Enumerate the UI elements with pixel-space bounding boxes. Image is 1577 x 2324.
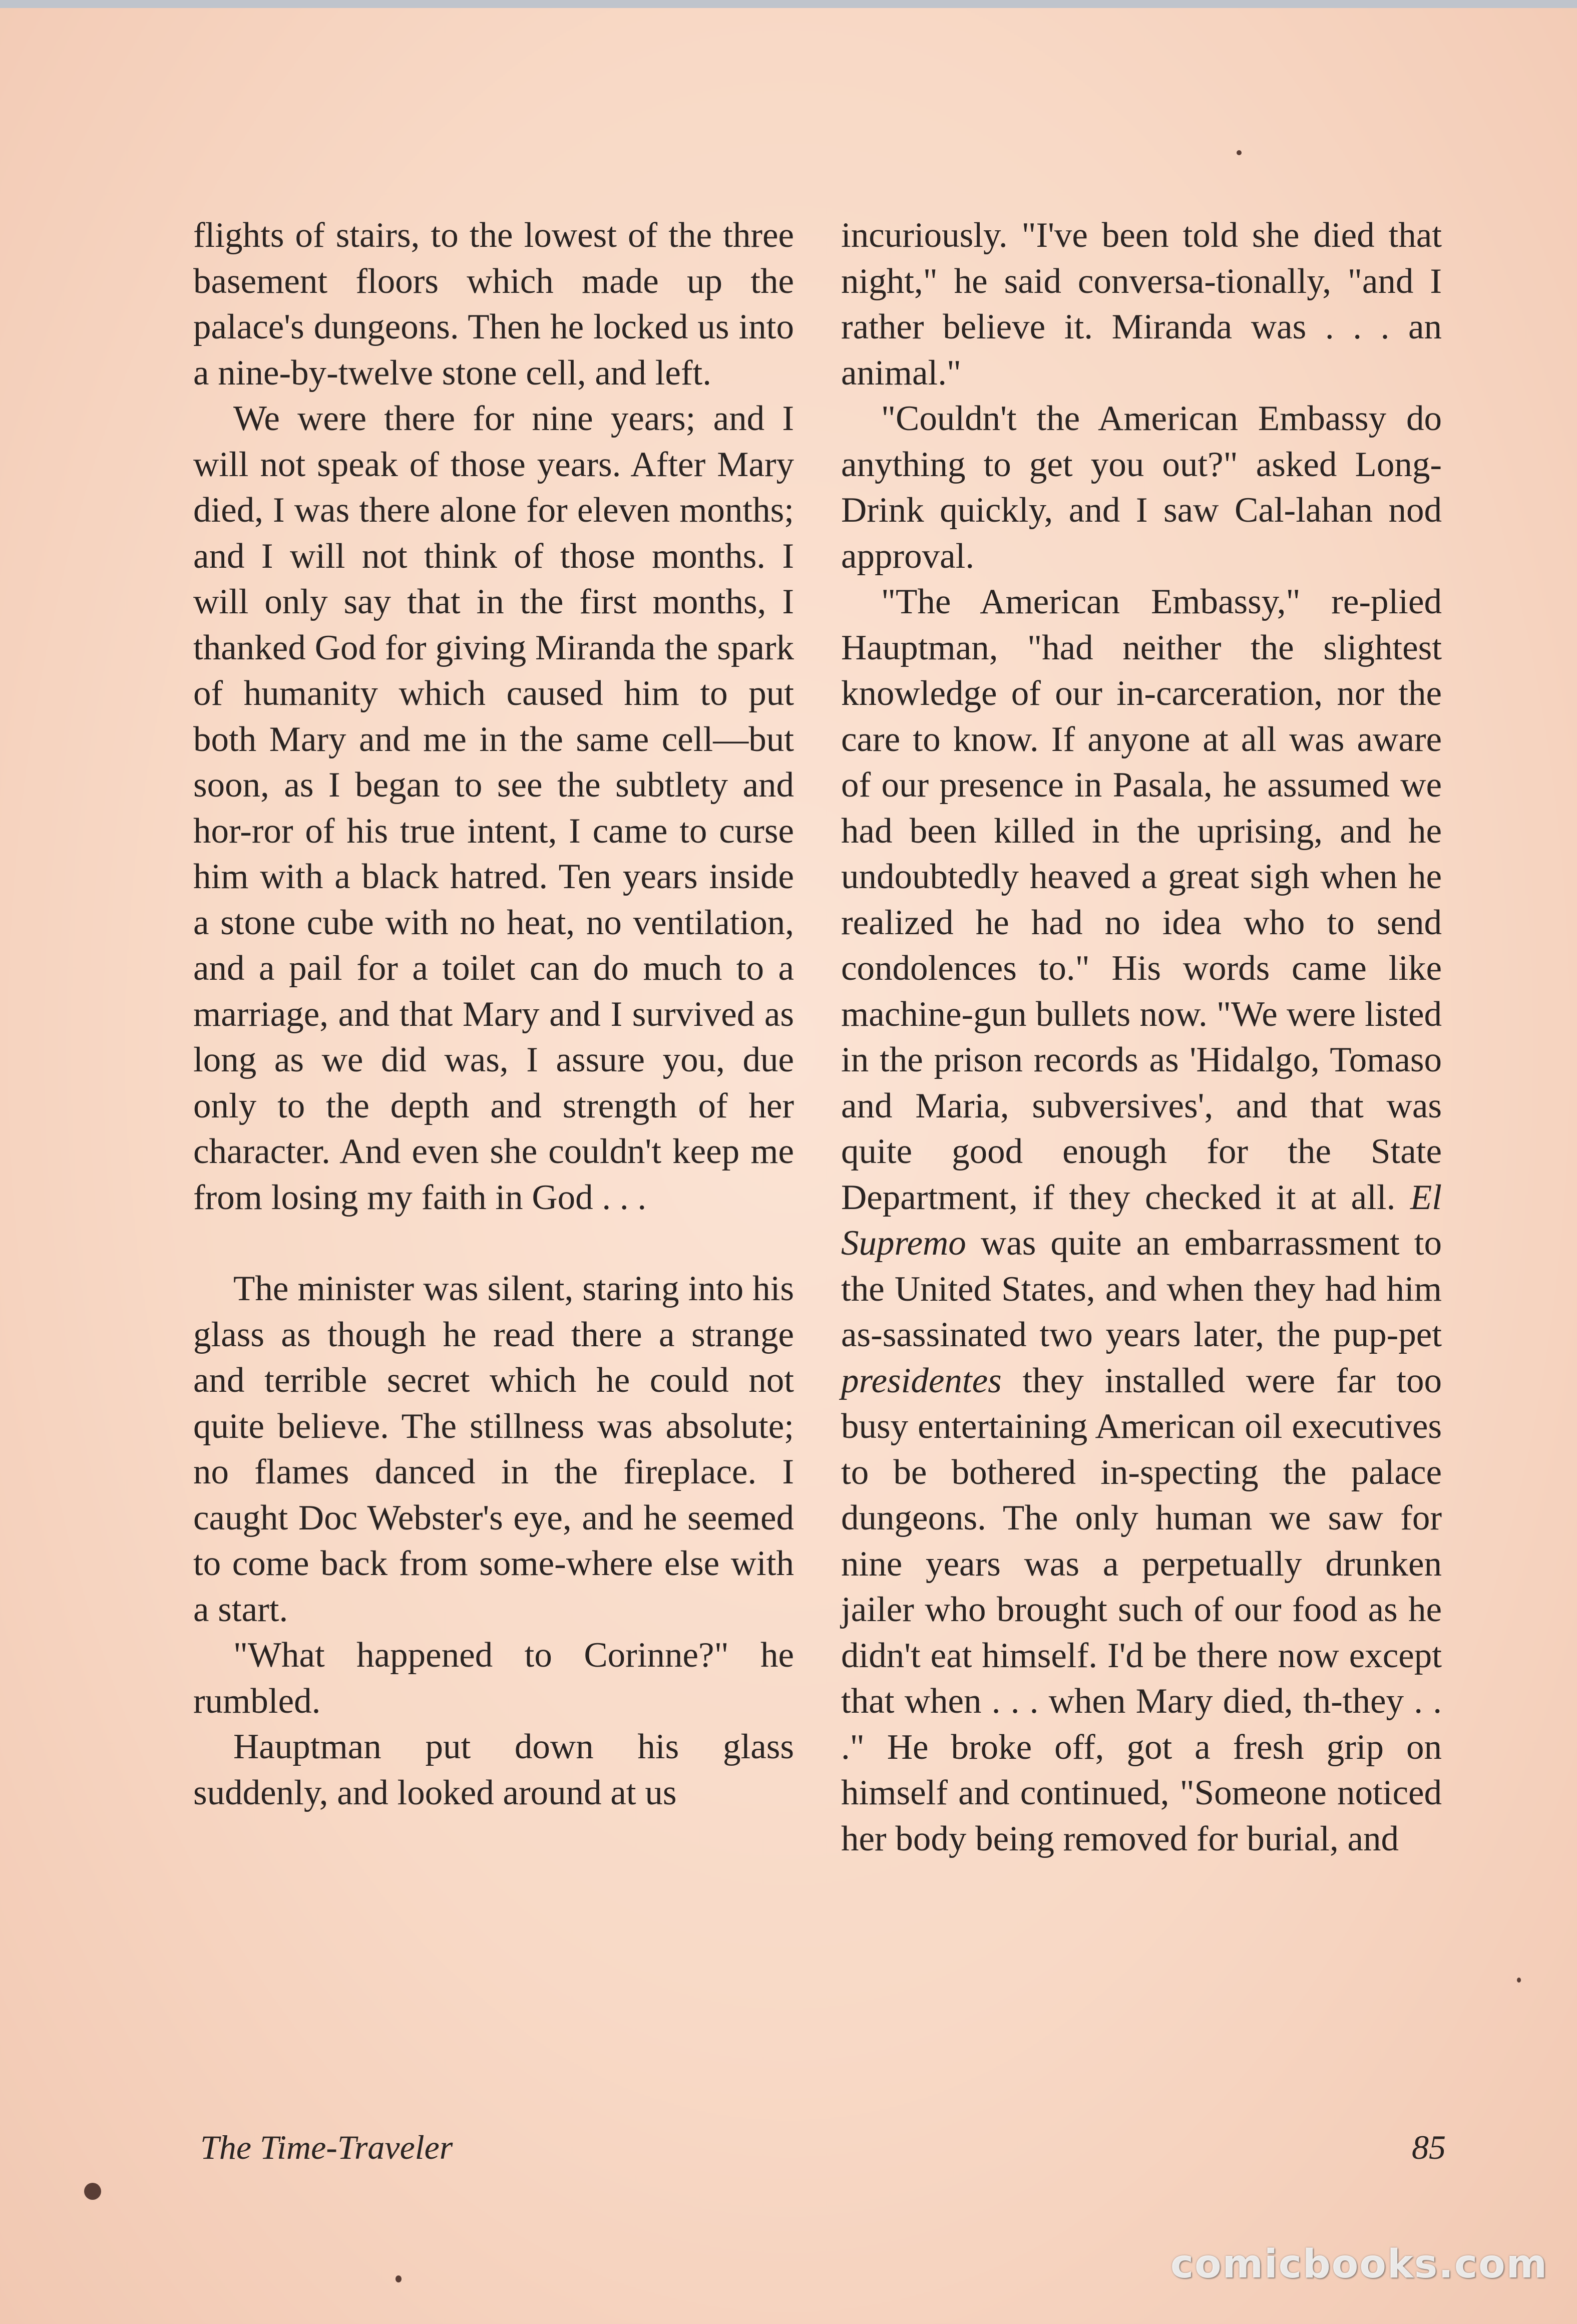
- paragraph: Hauptman put down his glass suddenly, and looked around at us: [193, 1727, 794, 1812]
- paper-speck: [396, 2275, 402, 2282]
- running-footer-title: The Time-Traveler: [200, 2128, 453, 2166]
- paragraph-text: they installed were far too busy entertaining American oil executives to be bothered in-specting the palace dungeons. The only human we saw for nine years was a perpetually drunken jailer who brought such of our food as he didn't eat himself. I'd be there now except that when . . . when Mary died, th-they . . ." He broke off, got a fresh grip on himself and continued, "Someone noticed her body being removed for burial, and: [841, 1361, 1442, 1858]
- paragraph-text: "The American Embassy," re-plied Hauptman, "had neither the slightest knowledge of our in-carceration, nor the care to know. If anyone at all was aware of our presence in Pasala, he assumed we had been killed in the uprising, and he undoubtedly heaved a great sigh when he realized he had no idea who to send condolences to." His words came like machine-gun bullets now. "We were listed in the prison records as 'Hidalgo, Tomaso and Maria, subversives', and that was quite good enough for the State Department, if they checked it at all.: [841, 582, 1442, 1217]
- paragraph: [841, 579, 1442, 1862]
- italic-phrase: El Supremo: [841, 1178, 1442, 1263]
- italic-phrase: presidentes: [841, 1361, 1002, 1400]
- paragraph: The minister was silent, staring into his glass as though he read there a strange and terrible secret which he could not quite believe. The stillness was absolute; no flames danced in the fireplace. I caught Doc Webster's eye, and he seemed to come back from some-where else with a start.: [193, 1269, 794, 1629]
- paragraph: "Couldn't the American Embassy do anything to get you out?" asked Long-Drink quickly, and I saw Cal-lahan nod approval.: [841, 399, 1442, 576]
- paper-speck: [1517, 1978, 1521, 1983]
- paragraph-text: was quite an embarrassment to the United States, and when they had him as-sassinated two years later, the pup-pet: [841, 1224, 1442, 1354]
- watermark: comicbooks.com: [1170, 2242, 1548, 2287]
- paragraph: flights of stairs, to the lowest of the three basement floors which made up the palace's dungeons. Then he locked us into a nine-by-twelve stone cell, and left.: [193, 216, 794, 393]
- paragraph: "What happened to Corinne?" he rumbled.: [193, 1636, 794, 1721]
- paragraph: We were there for nine years; and I will not speak of those years. After Mary died, I was there alone for eleven months; and I will not think of those months. I will only say that in the first months, I thanked God for giving Miranda the spark of humanity which caused him to put both Mary and me in the same cell—but soon, as I began to see the subtlety and hor-ror of his true intent, I came to curse him with a black hatred. Ten years inside a stone cube with no heat, no ventilation, and a pail for a toilet can do much to a marriage, and that Mary and I survived as long as we did was, I assure you, due only to the depth and strength of her character. And even she couldn't keep me from losing my faith in God . . .: [193, 399, 794, 1217]
- paper-speck: [1237, 150, 1242, 155]
- paragraph: incuriously. "I've been told she died that night," he said conversa-tionally, "and I rather believe it. Miranda was . . . an animal.": [841, 216, 1442, 393]
- left-text-column: [193, 213, 794, 1816]
- page-top-edge: [0, 0, 1577, 8]
- paper-speck: [84, 2183, 101, 2200]
- right-text-column: [841, 213, 1442, 1862]
- page-number: 85: [1412, 2128, 1446, 2166]
